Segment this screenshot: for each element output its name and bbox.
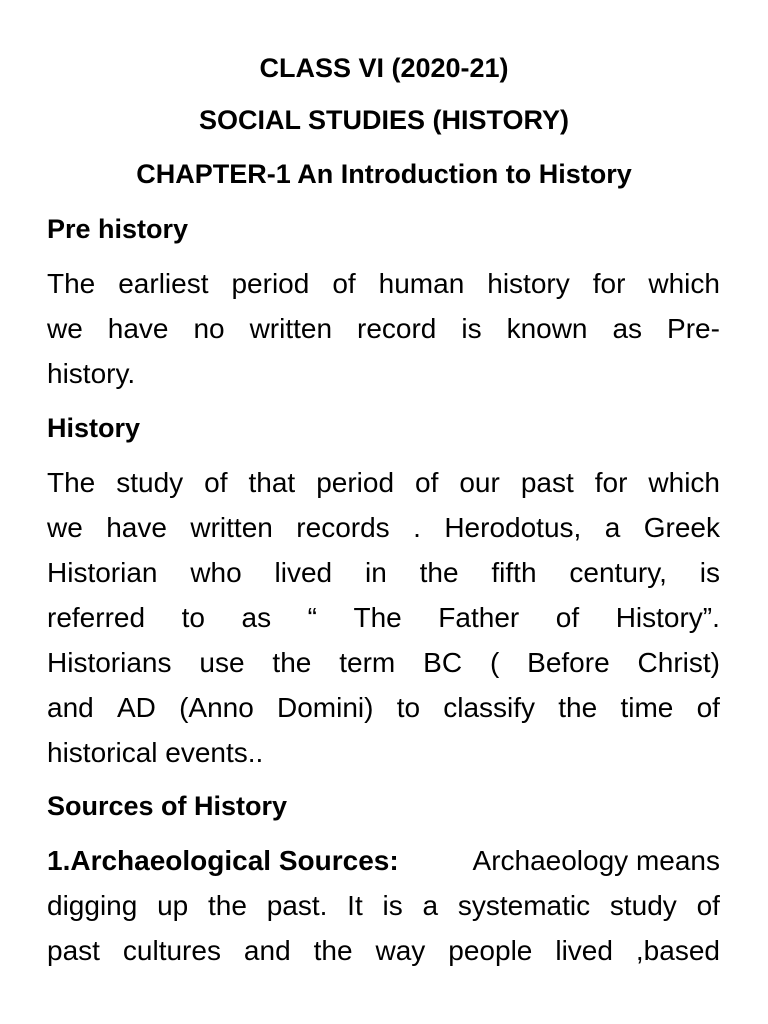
word: for (594, 467, 628, 498)
word: ,based (635, 935, 720, 966)
prehistory-line-3: history. (47, 358, 136, 389)
word: way (375, 935, 426, 966)
word: It (347, 890, 363, 921)
word: and (243, 935, 291, 966)
word: term (339, 647, 396, 678)
word: . (413, 512, 421, 543)
prehistory-line-2 (47, 306, 720, 351)
word: study (116, 467, 184, 498)
archaeological-sources-label: 1.Archaeological Sources: (47, 845, 399, 876)
prehistory-line-1 (47, 261, 720, 306)
word: and (47, 692, 94, 723)
word: The (47, 268, 96, 299)
word: a (604, 512, 621, 543)
word: who (190, 557, 242, 588)
word: which (648, 268, 720, 299)
word: Domini) (277, 692, 374, 723)
word: Father (438, 602, 520, 633)
word: we (47, 313, 83, 344)
word: for (592, 268, 626, 299)
history-line-1 (47, 460, 720, 505)
subject-title: SOCIAL STUDIES (HISTORY) (198, 105, 570, 135)
word: classify (443, 692, 536, 723)
word: century, (569, 557, 667, 588)
word: as (612, 313, 643, 344)
word: The (47, 467, 96, 498)
word: the (208, 890, 247, 921)
word: earliest (118, 268, 209, 299)
word: Historian (47, 557, 158, 588)
word: of (332, 268, 356, 299)
word: lived (274, 557, 333, 588)
word: a (422, 890, 439, 921)
history-line-6 (47, 685, 720, 730)
word: past. (266, 890, 328, 921)
word: that (248, 467, 296, 498)
word: Herodotus, (444, 512, 582, 543)
history-line-2 (47, 505, 720, 550)
word: is (382, 890, 403, 921)
word: known (506, 313, 588, 344)
word: ( (489, 647, 500, 678)
word: have (107, 313, 169, 344)
word: to (181, 602, 205, 633)
word: people (448, 935, 533, 966)
word: we (47, 512, 83, 543)
word: of (696, 692, 720, 723)
word: is (461, 313, 482, 344)
word: “ (307, 602, 317, 633)
word: lived (555, 935, 613, 966)
word: which (648, 467, 720, 498)
sources-paragraph (47, 838, 720, 973)
word: to (396, 692, 421, 723)
word: cultures (122, 935, 221, 966)
word: Pre- (667, 313, 720, 344)
word: of (555, 602, 580, 633)
word: History”. (615, 602, 720, 633)
history-line-3 (47, 550, 720, 595)
word: time (620, 692, 674, 723)
word: of (696, 890, 720, 921)
word: digging (47, 890, 138, 921)
word: the (419, 557, 459, 588)
class-title: CLASS VI (2020-21) (259, 53, 509, 83)
word: The (353, 602, 402, 633)
word: written (249, 313, 333, 344)
history-line-4 (47, 595, 720, 640)
prehistory-paragraph (47, 261, 720, 396)
word: period (231, 268, 310, 299)
prehistory-heading: Pre history (47, 214, 189, 244)
history-line-7: historical events.. (47, 737, 264, 768)
word: AD (116, 692, 156, 723)
word: in (364, 557, 387, 588)
word: of (204, 467, 228, 498)
word: of (415, 467, 439, 498)
history-paragraph (47, 460, 720, 775)
word: Greek (643, 512, 720, 543)
word: history (487, 268, 570, 299)
word: systematic (457, 890, 591, 921)
word: Historians (47, 647, 172, 678)
sources-line-1-rest: Archaeology means (472, 845, 720, 876)
word: written (190, 512, 273, 543)
word: no (193, 313, 225, 344)
word: (Anno (179, 692, 254, 723)
history-line-5 (47, 640, 720, 685)
word: period (316, 467, 395, 498)
word: use (199, 647, 245, 678)
word: Christ) (637, 647, 720, 678)
sources-line-2 (47, 883, 720, 928)
word: fifth (491, 557, 537, 588)
chapter-title: CHAPTER-1 An Introduction to History (136, 159, 632, 189)
word: the (272, 647, 312, 678)
sources-heading: Sources of History (47, 791, 288, 821)
word: is (699, 557, 720, 588)
word: our (459, 467, 500, 498)
word: record (357, 313, 437, 344)
word: records (296, 512, 390, 543)
sources-line-1 (47, 838, 720, 883)
word: past (520, 467, 574, 498)
word: BC (423, 647, 463, 678)
word: have (106, 512, 167, 543)
word: as (241, 602, 272, 633)
word: Before (527, 647, 610, 678)
history-heading: History (47, 413, 141, 443)
word: the (313, 935, 353, 966)
sources-line-3 (47, 928, 720, 973)
word: human (378, 268, 465, 299)
word: study (609, 890, 677, 921)
word: the (558, 692, 598, 723)
word: past (47, 935, 100, 966)
word: up (157, 890, 189, 921)
word: referred (47, 602, 146, 633)
